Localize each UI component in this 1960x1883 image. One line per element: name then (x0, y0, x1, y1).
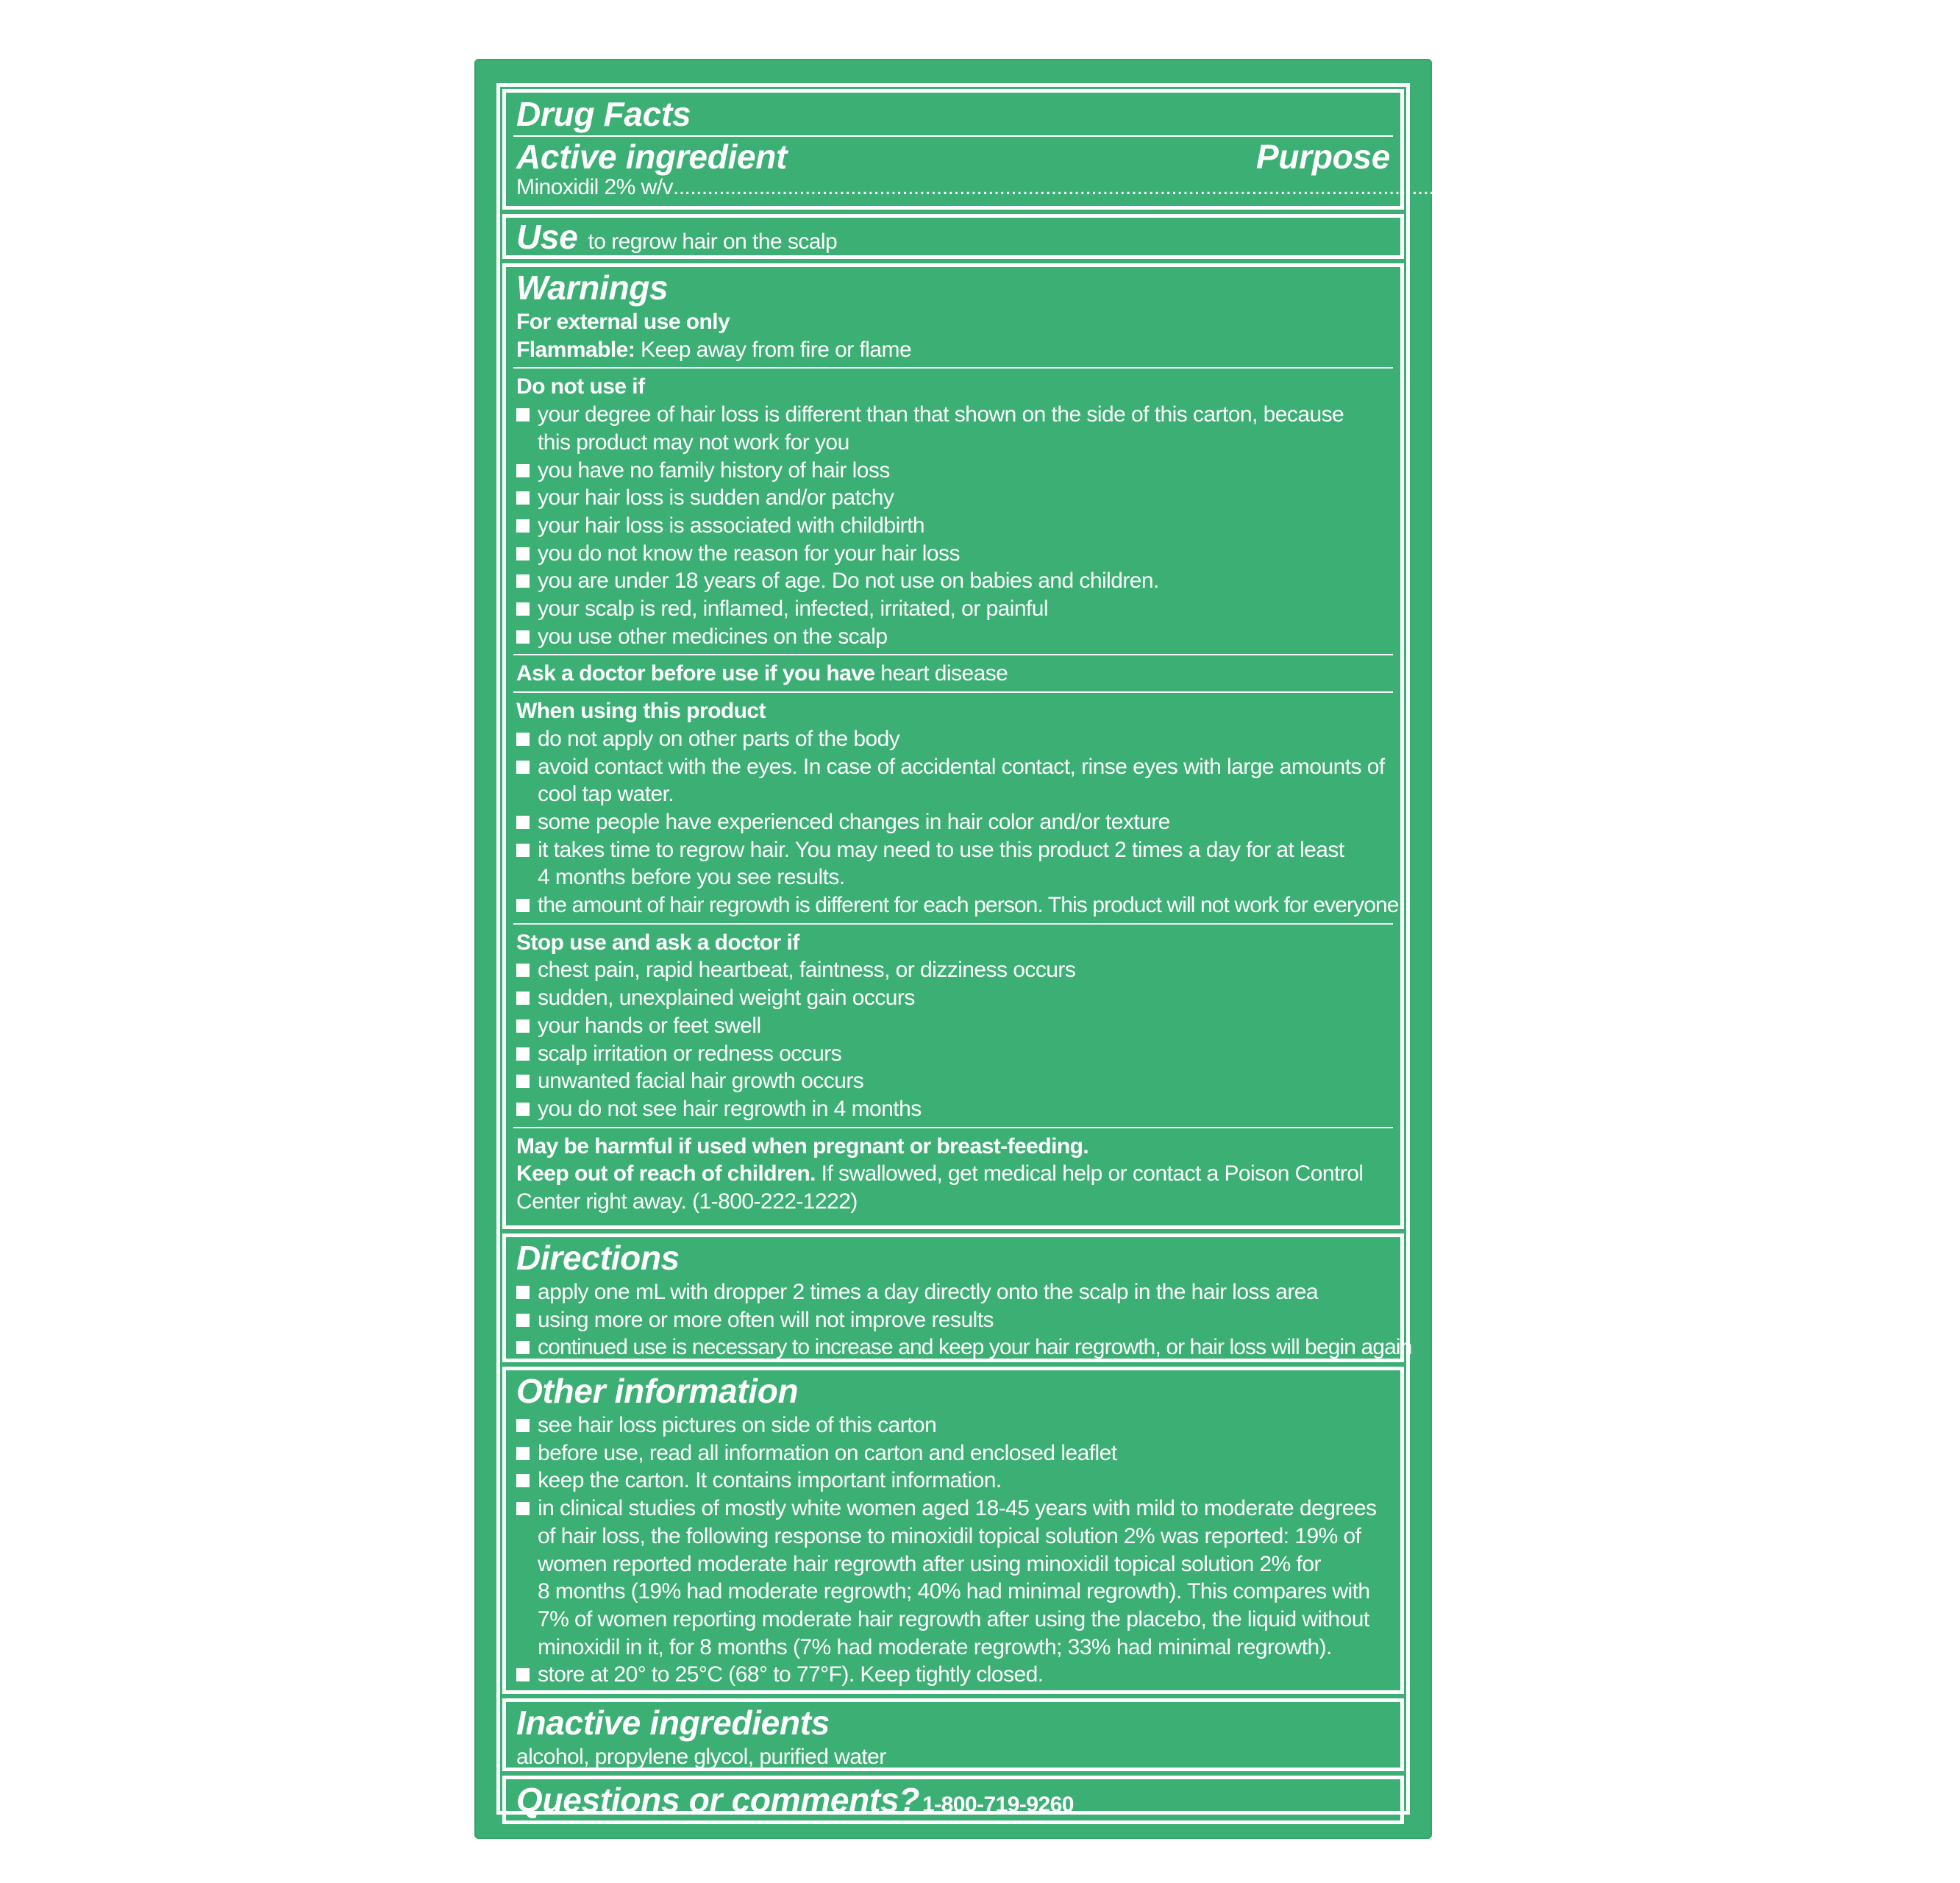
list-item: do not apply on other parts of the body (516, 725, 1390, 753)
list-item: sudden, unexplained weight gain occurs (516, 984, 1390, 1012)
list-item: your hair loss is sudden and/or patchy (516, 484, 1390, 512)
poison-control-line: Center right away. (1-800-222-1222) (516, 1189, 858, 1214)
active-ingredient-line (516, 174, 1960, 202)
list-item: your degree of hair loss is different than that shown on the side of this carton, because this product may not work for you (516, 401, 1390, 456)
do-not-use-list (516, 401, 1390, 650)
list-item: see hair loss pictures on side of this carton (516, 1412, 1390, 1439)
list-item: keep the carton. It contains important information. (516, 1467, 1390, 1495)
divider (513, 654, 1393, 655)
external-use-text: For external use only (516, 310, 730, 334)
list-item: you have no family history of hair loss (516, 457, 1390, 485)
drug-facts-title: Drug Facts (516, 95, 691, 133)
flammable-line (516, 336, 1390, 364)
active-purpose-header (516, 140, 1390, 174)
stop-use-list (516, 956, 1390, 1122)
use-line (516, 218, 1390, 256)
use-text: to regrow hair on the scalp (588, 229, 838, 254)
ask-doctor-text: heart disease (874, 661, 1008, 686)
use-heading: Use (516, 218, 578, 256)
other-information-box (502, 1367, 1404, 1694)
drug-facts-box (502, 89, 1960, 210)
stop-use-heading: Stop use and ask a doctor if (516, 930, 799, 955)
inactive-ingredients-heading: Inactive ingredients (516, 1704, 830, 1742)
use-box (502, 214, 1404, 259)
drug-facts-frame (496, 83, 1960, 1819)
inactive-ingredients-box (502, 1698, 1404, 1771)
divider (513, 367, 1393, 369)
list-item: you are under 18 years of age. Do not use on babies and children. (516, 567, 1390, 595)
list-item: unwanted facial hair growth occurs (516, 1067, 1390, 1095)
flammable-text: Keep away from fire or flame (635, 337, 912, 362)
active-ingredient-heading: Active ingredient (516, 138, 788, 176)
purpose-heading: Purpose (1256, 138, 1390, 176)
list-item: continued use is necessary to increase and keep your hair regrowth, or hair loss will begin again (516, 1334, 1390, 1361)
when-using-list (516, 725, 1404, 919)
ask-doctor-label: Ask a doctor before use if you have (516, 661, 875, 686)
questions-phone: 1-800-719-9260 (922, 1793, 1074, 1817)
divider (513, 135, 1393, 137)
divider (513, 923, 1393, 925)
keep-out-line (516, 1160, 1390, 1188)
list-item: scalp irritation or redness occurs (516, 1040, 1390, 1068)
flammable-label: Flammable: (516, 337, 635, 362)
when-using-heading: When using this product (516, 699, 766, 724)
leader-dots: .......................................................................................................................................................................................... (672, 175, 1738, 199)
list-item: chest pain, rapid heartbeat, faintness, or dizziness occurs (516, 956, 1390, 984)
list-item: in clinical studies of mostly white women aged 18-45 years with mild to moderate degrees of hair loss, the following response to minoxidil topical solution 2% was reported: 19% of women reported moderate hair regrowth after using minoxidil topical solution 2% for 8 months (19% had moderate regrowth; 40% had minimal regrowth). This compares with 7% of women reporting moderate hair regrowth after using the placebo, the liquid without minoxidil in it, for 8 months (7% had moderate regrowth; 33% had minimal regrowth). (516, 1495, 1390, 1661)
list-item: store at 20° to 25°C (68° to 77°F). Keep tightly closed. (516, 1661, 1390, 1689)
list-item: avoid contact with the eyes. In case of accidental contact, rinse eyes with large amounts of cool tap water. (516, 753, 1390, 808)
ingredient-purpose: Hair regrowth treatment (1737, 175, 1960, 199)
list-item: before use, read all information on carton and enclosed leaflet (516, 1439, 1390, 1467)
list-item: your scalp is red, inflamed, infected, irritated, or painful (516, 595, 1390, 623)
keep-out-label: Keep out of reach of children. (516, 1161, 816, 1186)
divider (513, 1127, 1393, 1128)
list-item: you do not see hair regrowth in 4 months (516, 1095, 1390, 1123)
directions-box (502, 1234, 1412, 1362)
directions-heading: Directions (516, 1239, 680, 1277)
questions-heading: Questions or comments? (516, 1781, 920, 1819)
list-item: some people have experienced changes in hair color and/or texture (516, 808, 1390, 836)
ingredient-name: Minoxidil 2% w/v (516, 175, 673, 199)
inactive-ingredients-text: alcohol, propylene glycol, purified water (516, 1745, 886, 1769)
warnings-box (502, 263, 1404, 1229)
other-information-heading: Other information (516, 1372, 799, 1410)
keep-out-text: If swallowed, get medical help or contact a Poison Control (815, 1161, 1364, 1186)
list-item: it takes time to regrow hair. You may need to use this product 2 times a day for at least 4 months before you see results. (516, 836, 1390, 891)
carton-panel (474, 59, 1960, 1839)
list-item: your hair loss is associated with childbirth (516, 512, 1390, 540)
divider (513, 691, 1393, 693)
pregnancy-warning: May be harmful if used when pregnant or breast-feeding. (516, 1133, 1089, 1158)
do-not-use-heading: Do not use if (516, 374, 645, 399)
ask-doctor-line (516, 660, 1390, 688)
list-item: you do not know the reason for your hair loss (516, 540, 1390, 568)
list-item: your hands or feet swell (516, 1012, 1390, 1040)
questions-box (502, 1776, 1404, 1824)
list-item: apply one mL with dropper 2 times a day directly onto the scalp in the hair loss area (516, 1278, 1390, 1306)
warnings-heading: Warnings (516, 268, 669, 307)
list-item: you use other medicines on the scalp (516, 623, 1390, 651)
questions-line (516, 1779, 1390, 1820)
list-item: the amount of hair regrowth is different for each person. This product will not work for everyone. (516, 891, 1390, 919)
list-item: using more or more often will not improve results (516, 1306, 1390, 1334)
